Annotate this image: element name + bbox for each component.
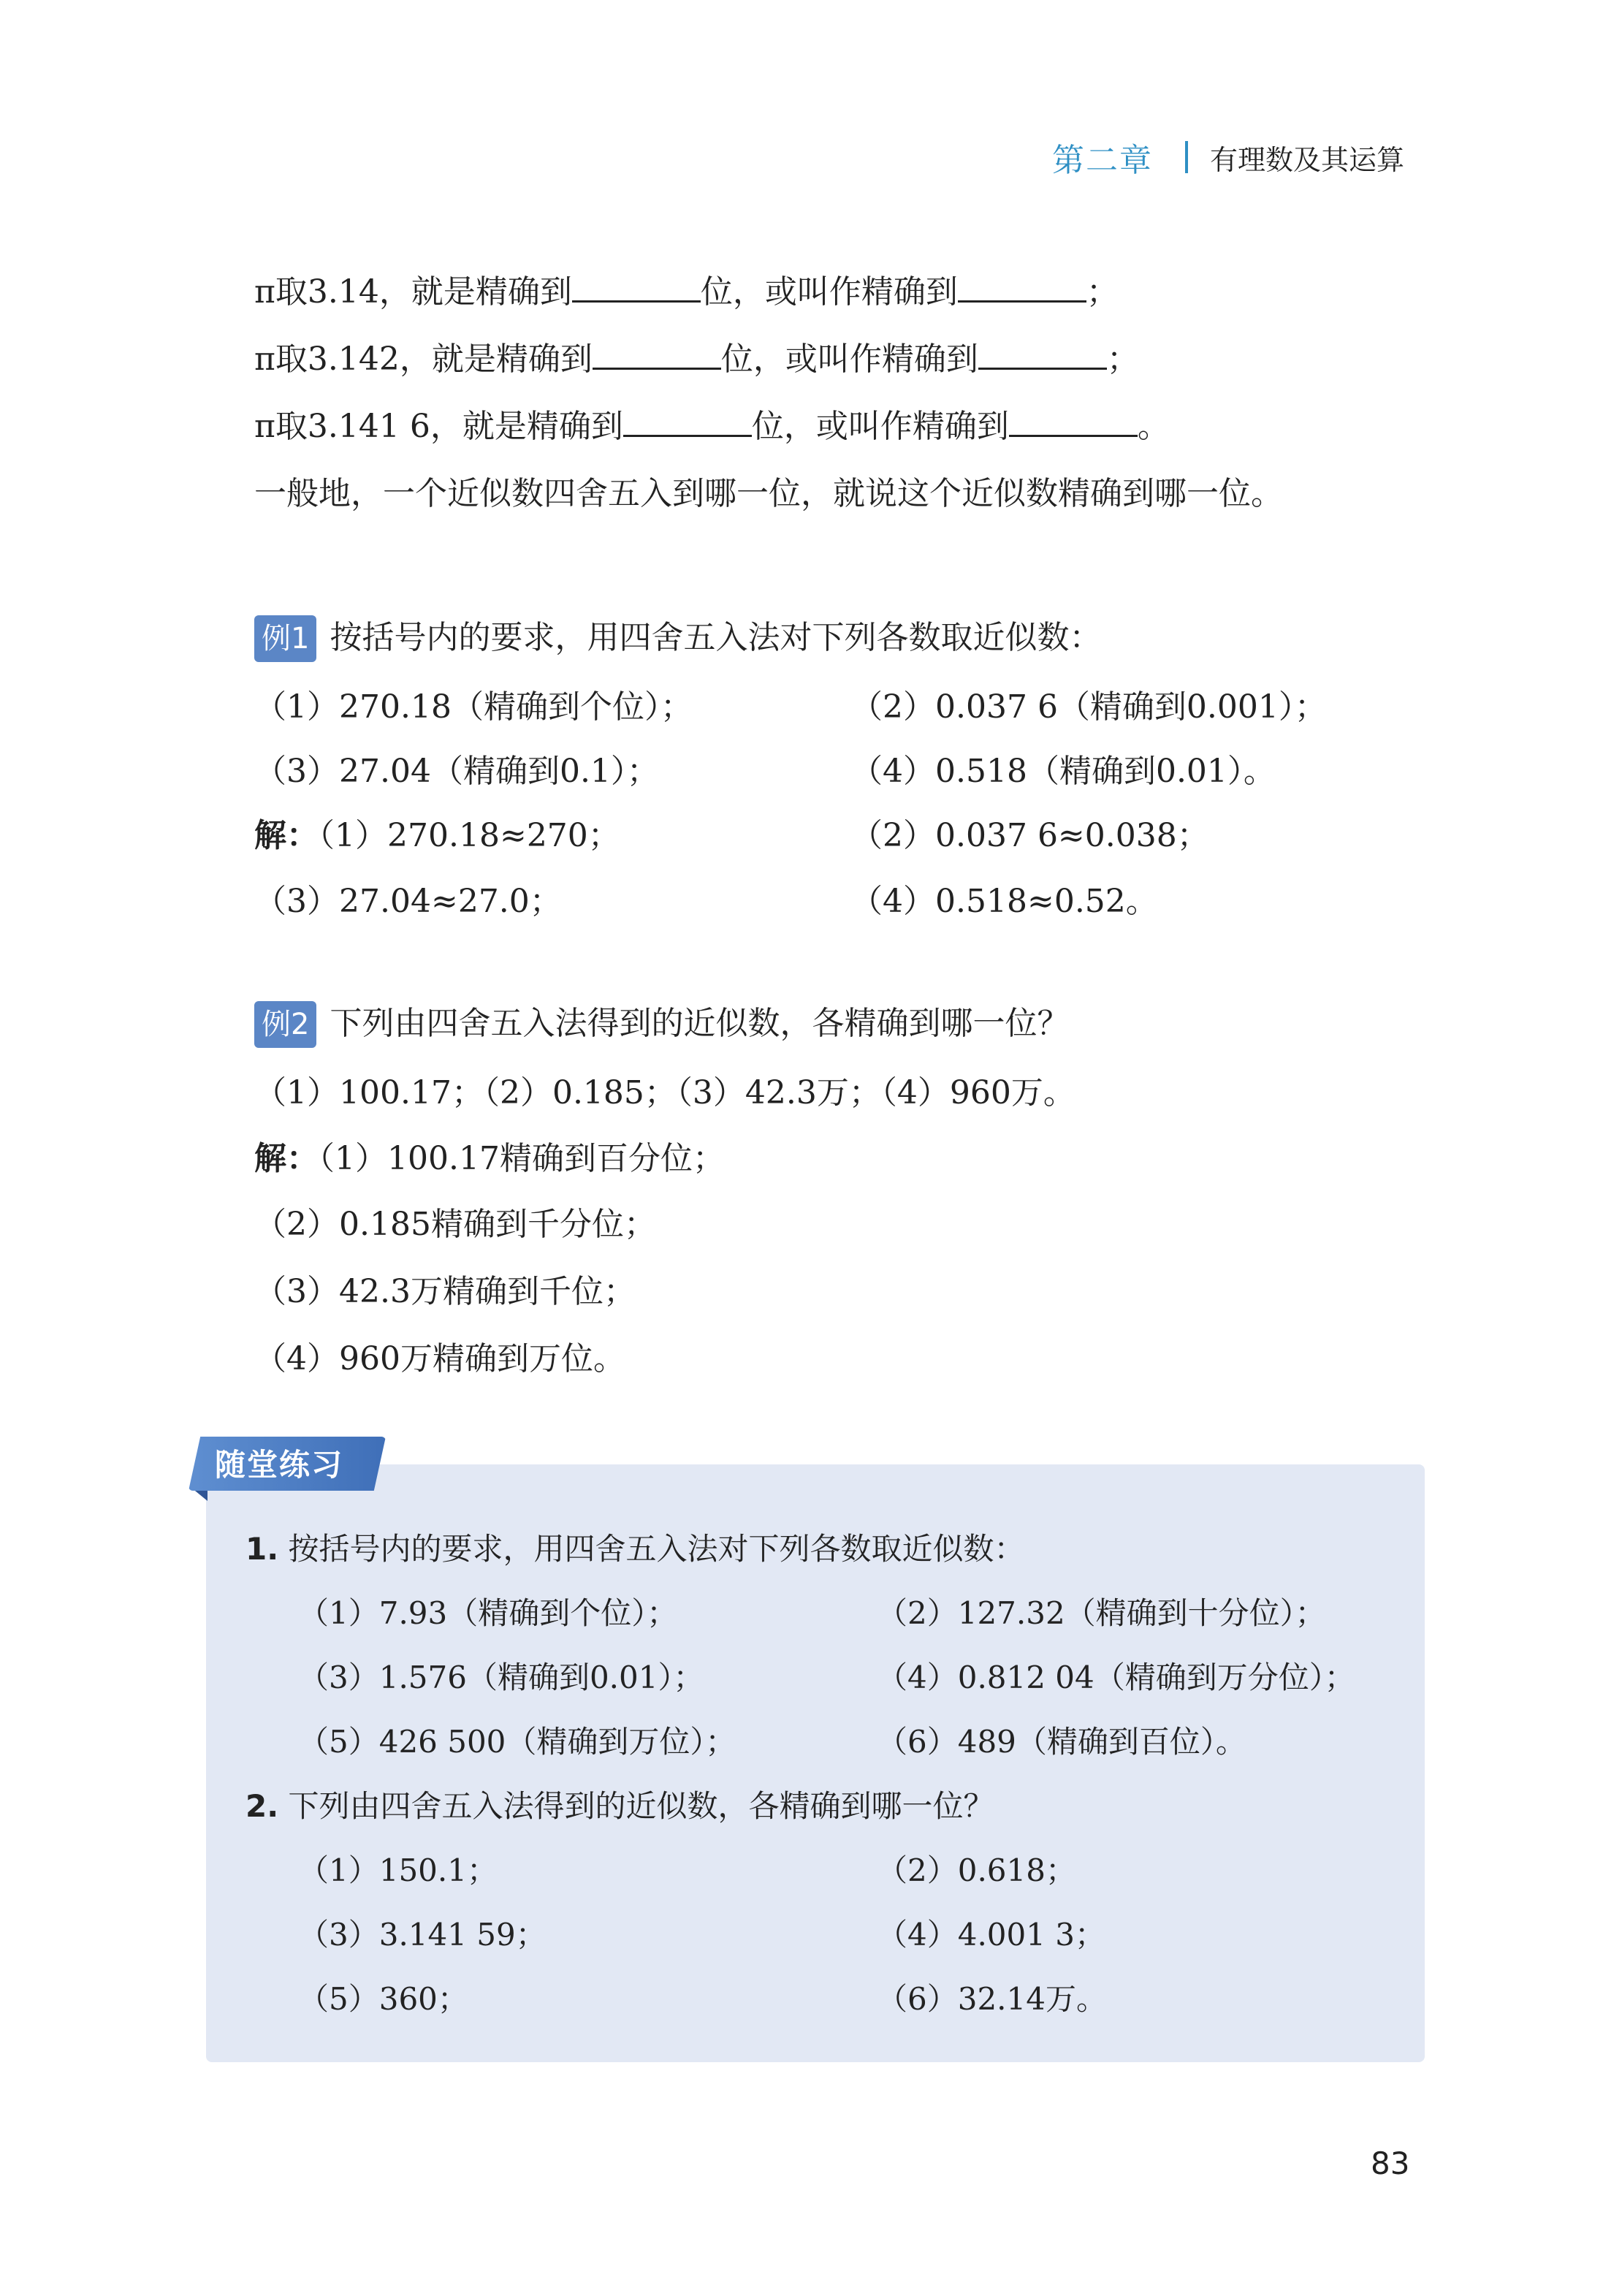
chapter-label: 第二章 [1052,142,1153,179]
example2-tag: 例2 [254,1001,316,1048]
solution-label: 解： [254,1140,319,1177]
practice-q2-item: （1）150.1； [298,1852,498,1888]
example1-question-line [254,615,1101,662]
example1-tag: 例1 [254,615,316,662]
general-statement: 一般地，一个近似数四舍五入到哪一位，就说这个近似数精确到哪一位。 [254,475,1283,512]
chapter-title: 有理数及其运算 [1210,143,1405,176]
example1-item: （3）27.04（精确到0.1）； [254,753,659,790]
practice-q2-item: （3）3.141 59； [298,1917,547,1953]
example2-solution: （4）960万精确到万位。 [254,1340,625,1377]
example1-solution-line: 解：（1）270.18≈270； [254,817,620,854]
practice-q1-item: （2）127.32（精确到十分位）； [877,1595,1326,1631]
fill-blank [572,271,701,303]
fill-blank [978,338,1107,370]
header-divider [1185,141,1188,173]
practice-q1-item: （1）7.93（精确到个位）； [298,1595,678,1631]
question-number: 1. [245,1531,279,1567]
practice-q1: 1. 按括号内的要求，用四舍五入法对下列各数取近似数： [245,1531,1025,1567]
question-number: 2. [245,1788,279,1824]
solution-label: 解： [254,817,319,854]
pi-line-1: π取3.14，就是精确到 位，或叫作精确到 ； [254,270,1119,314]
practice-q2-item: （4）4.001 3； [877,1917,1106,1953]
pi-line-3: π取3.141 6，就是精确到 位，或叫作精确到 。 [254,405,1170,449]
example1-solution: （4）0.518≈0.52。 [850,883,1158,920]
example1-item: （1）270.18（精确到个位）； [254,688,693,726]
practice-q2-item: （2）0.618； [877,1852,1076,1888]
example2-solution: （3）42.3万精确到千位； [254,1273,636,1310]
chapter-header [1052,132,1404,183]
pi-line-2: π取3.142，就是精确到 位，或叫作精确到 ； [254,338,1139,381]
fill-blank [958,271,1086,303]
practice-q1-item: （5）426 500（精确到万位）； [298,1724,736,1760]
example1-solution: （3）27.04≈27.0； [254,883,562,920]
example2-solution: （2）0.185精确到千分位； [254,1206,656,1243]
page-number: 83 [1371,2145,1410,2181]
practice-q2: 2. 下列由四舍五入法得到的近似数，各精确到哪一位？ [245,1788,994,1824]
example2-solution-line: 解：（1）100.17精确到百分位； [254,1140,725,1177]
example1-item: （2）0.037 6（精确到0.001）； [850,688,1327,726]
example1-solution: （2）0.037 6≈0.038； [850,817,1209,854]
example2-question: 下列由四舍五入法得到的近似数，各精确到哪一位？ [330,1005,1070,1042]
example1-item: （4）0.518（精确到0.01）。 [850,753,1276,790]
practice-tab [189,1437,386,1491]
practice-q1-item: （4）0.812 04（精确到万分位）； [877,1660,1355,1695]
practice-q1-item: （3）1.576（精确到0.01）； [298,1660,704,1695]
practice-q2-item: （6）32.14万。 [877,1981,1107,2017]
fill-blank [1009,406,1138,437]
fill-blank [623,406,752,437]
practice-title: 随堂练习 [215,1447,344,1483]
example2-question-line [254,1001,1069,1048]
example1-question: 按括号内的要求，用四舍五入法对下列各数取近似数： [330,619,1102,656]
practice-q1-item: （6）489（精确到百位）。 [877,1724,1246,1760]
fill-blank [593,338,721,370]
example2-items: （1）100.17；（2）0.185；（3）42.3万；（4）960万。 [254,1074,1075,1111]
practice-q2-item: （5）360； [298,1981,468,2017]
